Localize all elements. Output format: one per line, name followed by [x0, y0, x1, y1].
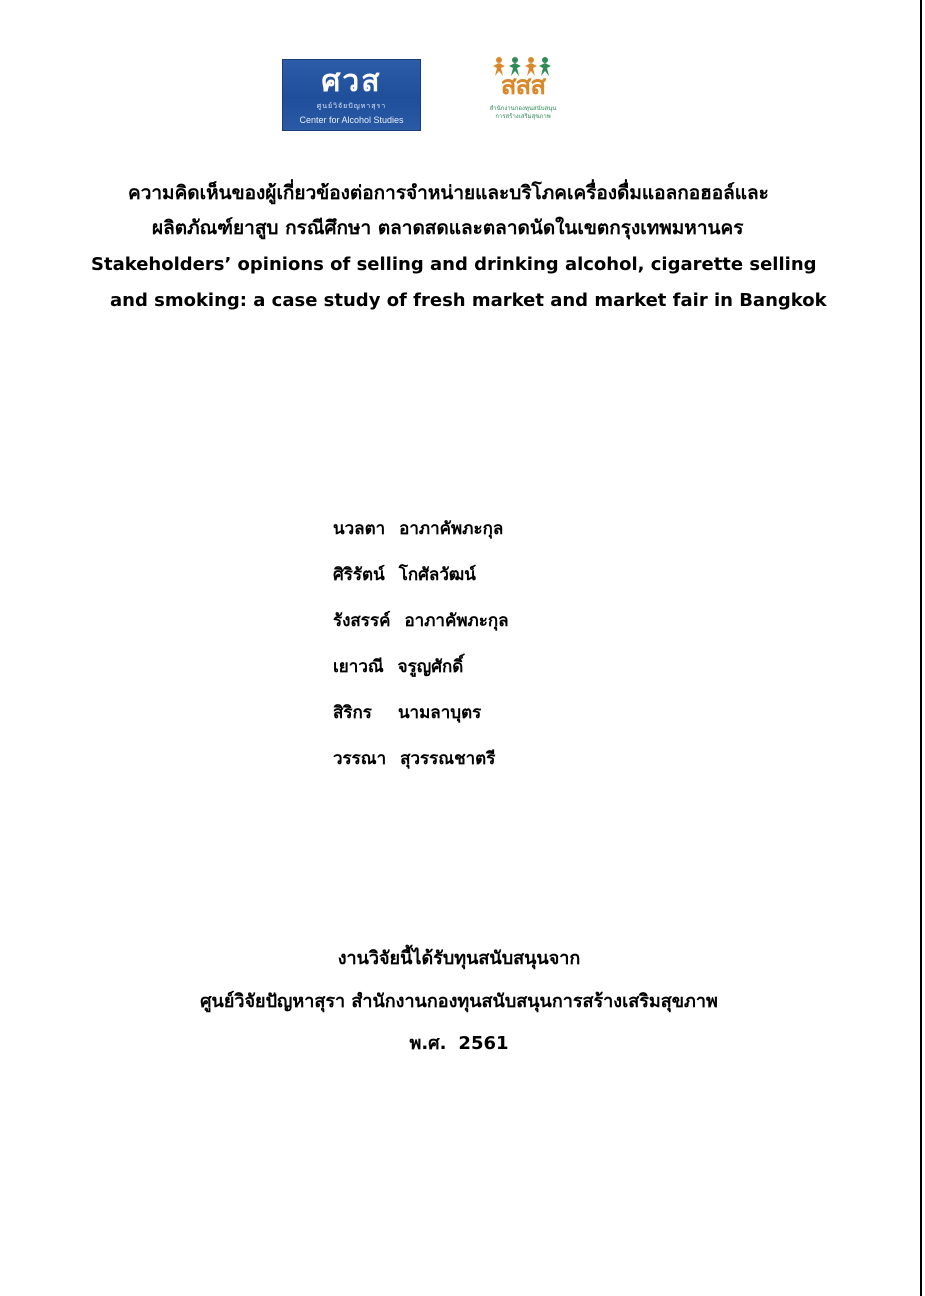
- title-thai-line-2: ผลิตภัณฑ์ยาสูบ กรณีศึกษา ตลาดสดและตลาดนัดในเขตกรุงเทพมหานคร: [152, 217, 744, 239]
- title-english-line-2: and smoking: a case study of fresh market and market fair in Bangkok: [110, 290, 827, 311]
- publication-year: [0, 1030, 918, 1058]
- author-list: [333, 515, 509, 791]
- author-first-name: สิริกร: [333, 703, 372, 723]
- author-first-name: รังสรรค์: [333, 611, 391, 631]
- funding-organization: ศูนย์วิจัยปัญหาสุรา สำนักงานกองทุนสนับสนุนการสร้างเสริมสุขภาพ: [200, 991, 718, 1012]
- thaihealth-logo: [483, 56, 563, 126]
- author-last-name: จรูญศักดิ์: [397, 657, 464, 677]
- thaihealth-logo-mark: สสส: [500, 71, 546, 101]
- author-first-name: นวลตา: [333, 519, 386, 539]
- year-era-label: พ.ศ.: [409, 1033, 447, 1054]
- author-last-name: โกศัลวัฒน์: [398, 565, 476, 585]
- author-last-name: อาภาคัพภะกุล: [399, 519, 504, 539]
- author-item: [333, 699, 509, 745]
- page-right-border: [920, 0, 922, 1296]
- cas-logo-mark: ศวส: [321, 64, 382, 99]
- thaihealth-logo-subtitle-2: การสร้างเสริมสุขภาพ: [495, 113, 551, 120]
- year-value: 2561: [458, 1033, 509, 1054]
- title-english-line-1: Stakeholders’ opinions of selling and drinking alcohol, cigarette selling: [91, 254, 817, 275]
- author-item: [333, 745, 509, 791]
- author-first-name: ศิริรัตน์: [333, 565, 385, 585]
- author-last-name: อาภาคัพภะกุล: [404, 611, 509, 631]
- thaihealth-logo-subtitle-1: สำนักงานกองทุนสนับสนุน: [489, 105, 557, 112]
- author-last-name: สุวรรณชาตรี: [400, 749, 496, 769]
- author-item: [333, 561, 509, 607]
- cas-logo-thai-text: ศูนย์วิจัยปัญหาสุรา: [316, 102, 387, 110]
- author-item: [333, 607, 509, 653]
- author-first-name: วรรณา: [333, 749, 387, 769]
- author-last-name: นามลาบุตร: [397, 703, 482, 723]
- cas-logo: [282, 59, 421, 131]
- author-item: [333, 653, 509, 699]
- author-first-name: เยาวณี: [333, 657, 384, 677]
- author-item: [333, 515, 509, 561]
- title-thai-line-1: ความคิดเห็นของผู้เกี่ยวข้องต่อการจำหน่ายและบริโภคเครื่องดื่มแอลกอฮอล์และ: [128, 182, 769, 204]
- cas-logo-english-text: Center for Alcohol Studies: [299, 115, 404, 125]
- funding-statement: งานวิจัยนี้ได้รับทุนสนับสนุนจาก: [337, 948, 581, 969]
